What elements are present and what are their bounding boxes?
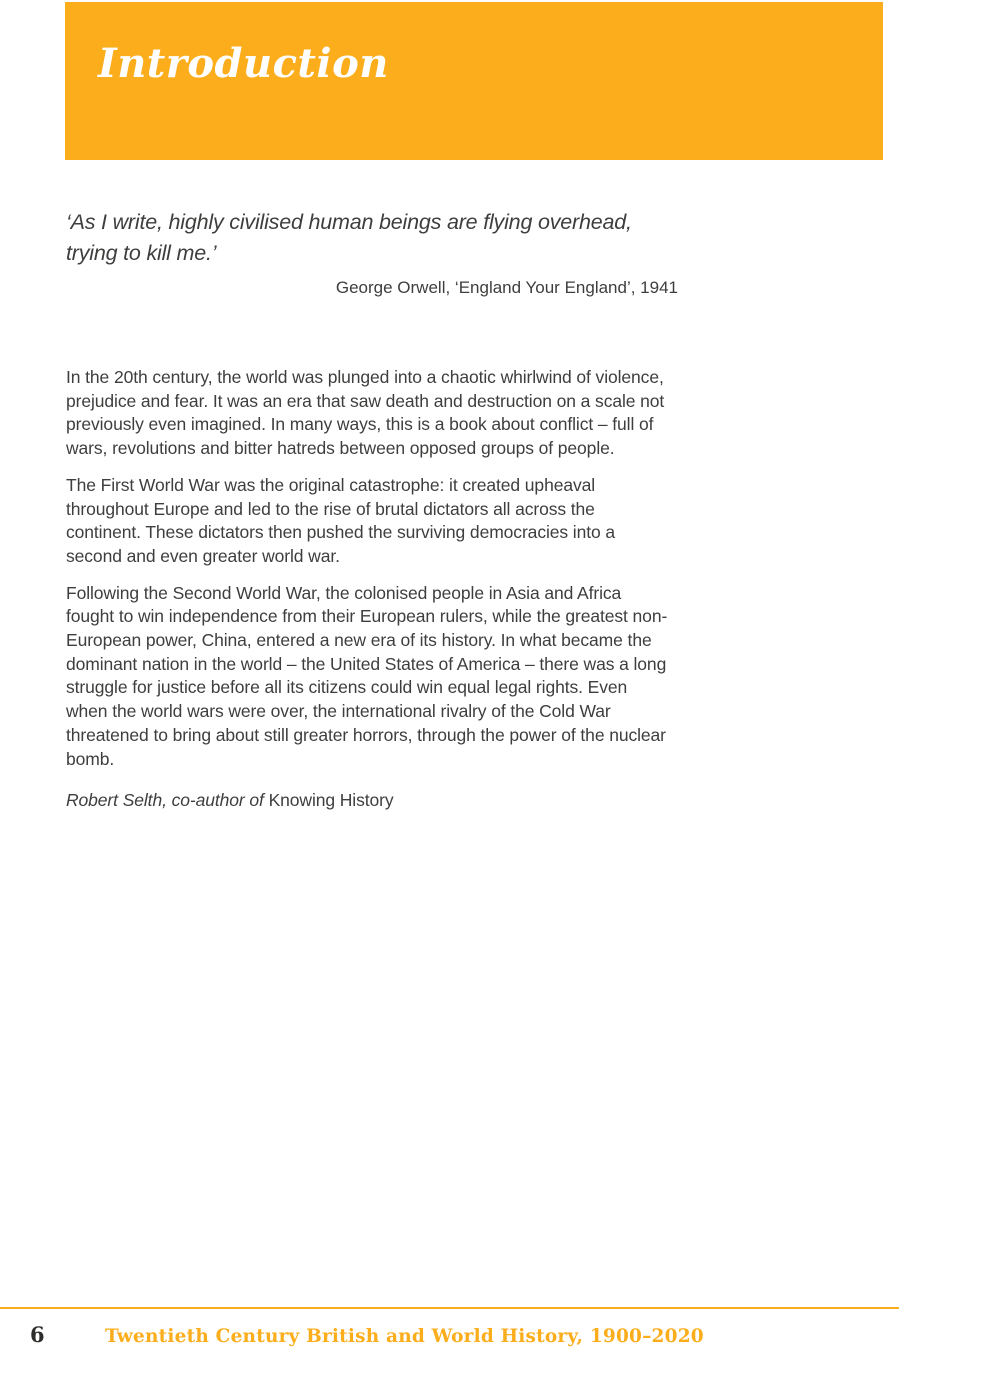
byline-author: Robert Selth, co-author of — [66, 790, 264, 811]
epigraph — [66, 207, 678, 299]
footer-book-title: Twentieth Century British and World History, 1900–2020 — [105, 1326, 704, 1347]
epigraph-quote: ‘As I write, highly civilised human beings are flying overhead, trying to kill me.’ — [66, 210, 632, 265]
page-number: 6 — [30, 1322, 45, 1347]
paragraph-second-world-war: Following the Second World War, the colonised people in Asia and Africa fought to win independence from their European rulers, while the greatest non-European power, China, entered a new era of its history. In what became the dominant nation in the world – the United States of America – there was a long struggle for justice before all its citizens could win equal legal rights. Even when the world wars were over, the international rivalry of the Cold War threatened to bring about still greater horrors, through the power of the nuclear bomb. — [66, 582, 668, 769]
byline-book-title: Knowing History — [268, 790, 394, 811]
paragraph-first-world-war: The First World War was the original catastrophe: it created upheaval throughout Europe and led to the rise of brutal dictators all across the continent. These dictators then pushed the surviving democracies into a second and even greater world war. — [66, 474, 616, 566]
footer-rule — [0, 1307, 899, 1309]
paragraph-intro: In the 20th century, the world was plunged into a chaotic whirlwind of violence, prejudice and fear. It was an era that saw death and destruction on a scale not previously even imagined. In many ways, this is a book about conflict – full of wars, revolutions and bitter hatreds between opposed groups of people. — [66, 367, 665, 459]
chapter-header-banner — [65, 2, 883, 160]
chapter-title: Introduction — [98, 40, 389, 87]
epigraph-attribution: George Orwell, ‘England Your England’, 1941 — [335, 278, 678, 297]
body-text — [66, 366, 670, 826]
byline — [66, 789, 670, 813]
